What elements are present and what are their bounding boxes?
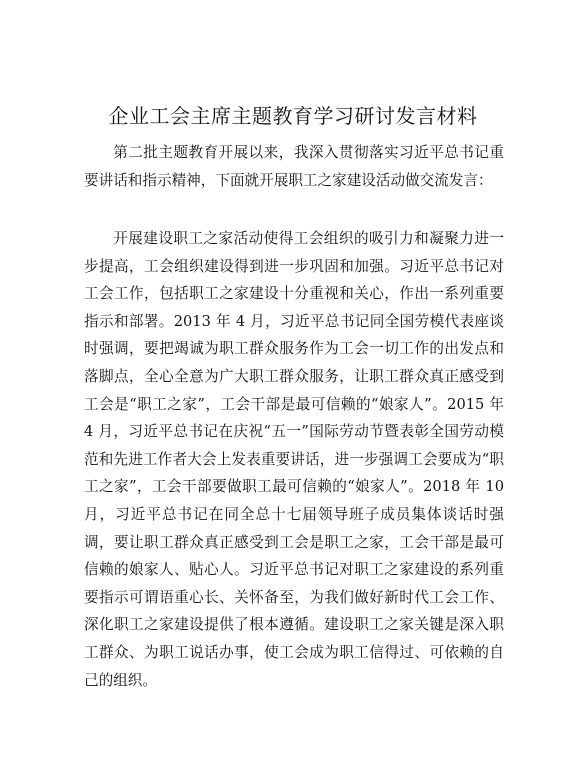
intro-paragraph: 第二批主题教育开展以来，我深入贯彻落实习近平总书记重要讲话和指示精神，下面就开展职工之家建设活动做交流发言： — [84, 144, 504, 189]
document-title: 企业工会主席主题教育学习研讨发言材料 — [108, 104, 478, 128]
body-paragraph: 开展建设职工之家活动使得工会组织的吸引力和凝聚力进一步提高，工会组织建设得到进一步巩固和加强。习近平总书记对工会工作，包括职工之家建设十分重视和关心，作出一系列重要指示和部署。2013 年 4 月，习近平总书记同全国劳模代表座谈时强调，要把竭诚为职工群众服务作为工会一切工作的出发点和落脚点，全心全意为广大职工群众服务，让职工群众真正感受到工会是“职工之家”，工会干部是最可信赖的“娘家人”。2015 年 4 月，习近平总书记在庆祝“五一”国际劳动节暨表彰全国劳动模范和先进工作者大会上发表重要讲话，进一步强调工会要成为“职工之家”，工会干部要做职工最可信赖的“娘家人”。2018 年 10 月，习近平总书记在同全总十七届领导班子成员集体谈话时强调，要让职工群众真正感受到工会是职工之家，工会干部是最可信赖的娘家人、贴心人。习近平总书记对职工之家建设的系列重要指示可谓语重心长、关怀备至，为我们做好新时代工会工作、深化职工之家建设提供了根本遵循。建设职工之家关键是深入职工群众、为职工说话办事，使工会成为职工信得过、可依赖的自己的组织。 — [84, 230, 504, 689]
